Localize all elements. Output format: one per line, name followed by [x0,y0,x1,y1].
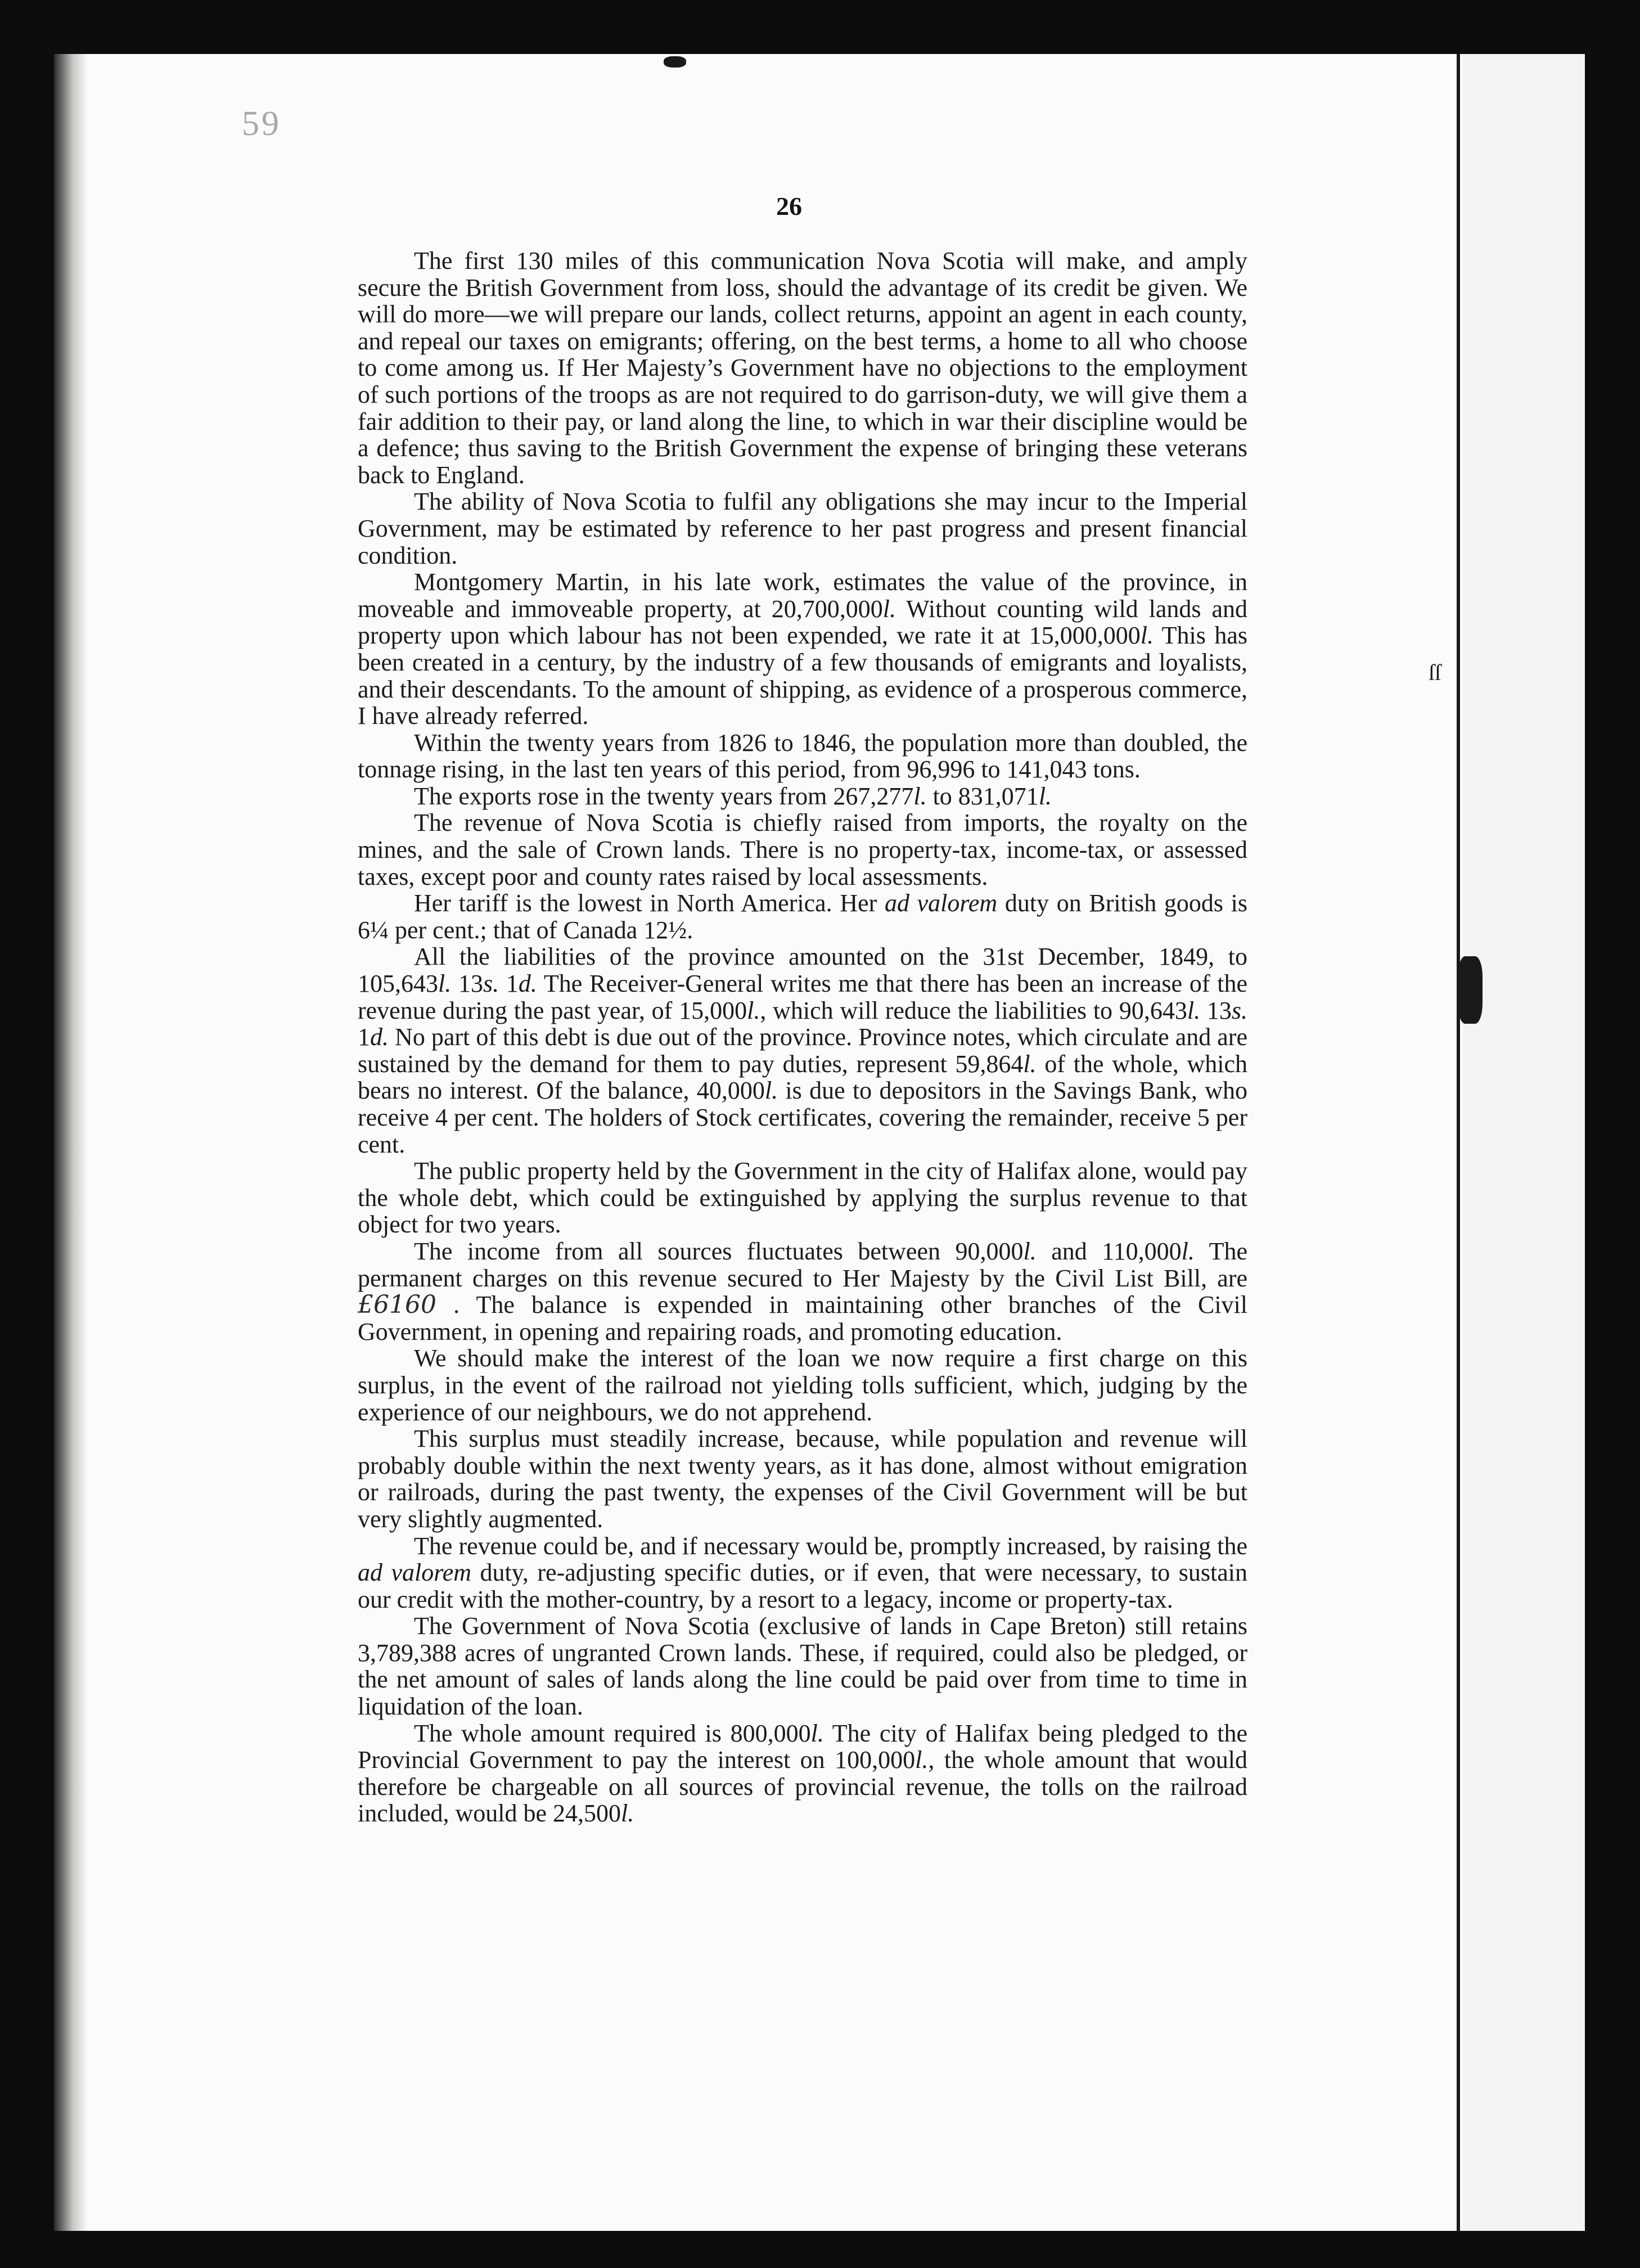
archive-stamp-number: 59 [242,105,281,143]
paragraph [358,248,1247,488]
text-run: The revenue could be, and if necessary would be, promptly increased, by raising the [414,1532,1247,1560]
italic-text: l. [810,1719,824,1747]
paragraph [358,783,1247,810]
text-run: This surplus must steadily increase, because, while population and revenue will probably double within the next twenty years, as it has done, almost without emigration or railroads, during the past twenty, the expenses of the Civil Government will be but very slightly augmented. [358,1425,1247,1533]
italic-text: d. [518,970,537,998]
text-run: of the whole, which bears no interest. Of the balance, 40,000 [358,1050,1247,1105]
text-run: The whole amount required is 800,000 [414,1719,811,1747]
paragraph [358,1533,1247,1613]
text-run: The income from all sources fluctuates between 90,000 [414,1237,1024,1265]
italic-text: ad valorem [884,889,998,917]
text-run: duty on British goods is 6¼ per cent.; that of Canada 12½. [358,889,1247,944]
text-run: Without counting wild lands and property upon which labour has not been expended, we rate it at 15,000,000 [358,595,1247,650]
paragraph [358,569,1247,730]
text-run: to 831,071 [926,782,1039,810]
paragraph [358,1613,1247,1720]
italic-text: l. [1023,1237,1037,1265]
text-run: All the liabilities of the province amounted on the 31st December, 1849, to 105,643 [358,943,1247,998]
body-text [358,248,1247,1827]
text-run: Montgomery Martin, in his late work, estimates the value of the province, in moveable and immoveable property, at 20,700,000 [358,568,1247,623]
binding-shadow [54,54,88,2231]
page-edge-line [1457,54,1460,2231]
italic-text: l. [913,782,927,810]
text-run: The Government of Nova Scotia (exclusive of lands in Cape Breton) still retains 3,789,388 acres of ungranted Crown lands. These, if required, could also be pledged, or the net amount of sales of lands along the line could be paid over from time to time in liquidation of the loan. [358,1612,1247,1721]
text-run: 1 [499,970,519,998]
handwritten-amount: £6160 [358,1290,436,1320]
text-run: Her tariff is the lowest in North America. Her [414,889,885,917]
paragraph [358,1238,1247,1345]
text-run: The revenue of Nova Scotia is chiefly raised from imports, the royalty on the mines, and the sale of Crown lands. There is no property-tax, income-tax, or assessed taxes, except poor and county rates raised by local assessments. [358,809,1247,890]
paragraph [358,1720,1247,1827]
italic-text: l. [1038,782,1052,810]
italic-text: l. [1181,1237,1195,1265]
ink-blot [1458,956,1483,1024]
paragraph [358,1425,1247,1532]
adjacent-page-margin [1463,54,1585,2231]
paragraph [358,488,1247,569]
text-run: The exports rose in the twenty years from 267,277 [414,782,914,810]
italic-text: l. [1140,622,1154,650]
text-run: This has been created in a century, by the industry of a few thousands of emigrants and loyalists, and their descendants. To the amount of shipping, as evidence of a prosperous commerce, I have already referred. [358,622,1247,730]
italic-text: l. [882,595,896,623]
text-run: duty, re-adjusting specific duties, or if even, that were necessary, to sustain our credit with the mother-country, by a resort to a legacy, income or property-tax. [358,1559,1247,1613]
paragraph [358,1158,1247,1238]
paragraph [358,943,1247,1158]
text-run: The public property held by the Government in the city of Halifax alone, would pay the whole debt, which could be extinguished by applying the surplus revenue to that object for two years. [358,1157,1247,1239]
text-run: 13 [1200,996,1232,1024]
text-run: The Receiver-General writes me that there has been an increase of the revenue during the past year, of 15,000 [358,970,1247,1024]
italic-text: l. [1023,1050,1037,1078]
italic-text: s. [483,970,499,998]
paragraph [358,1345,1247,1425]
italic-text: l. [621,1799,634,1828]
text-run: The ability of Nova Scotia to fulfil any obligations she may incur to the Imperial Government, may be estimated by reference to her past progress and present financial condition. [358,488,1247,569]
text-run: is due to depositors in the Savings Bank, who receive 4 per cent. The holders of Stock certificates, covering the remainder, receive 5 per cent. [358,1077,1247,1158]
text-run: The first 130 miles of this communication Nova Scotia will make, and amply secure the British Government from loss, should the advantage of its credit be given. We will do more—we will prepare our lands, collect returns, appoint an agent in each county, and repeal our taxes on emigrants; offering, on the best terms, a home to all who choose to come among us. If Her Majesty’s Government have no objections to the employment of such portions of the troops as are not required to do garrison-duty, we will give them a fair addition to their pay, or land along the line, to which in war their discipline would be a defence; thus saving to the British Government the expense of bringing these veterans back to England. [358,247,1247,489]
italic-text: d. [370,1023,389,1051]
page-number: 26 [776,192,802,220]
text-run: Within the twenty years from 1826 to 1846, the population more than doubled, the tonnage rising, in the last ten years of this period, from 96,996 to 141,043 tons. [358,728,1247,784]
text-run: 1 [358,1023,370,1051]
paragraph [358,890,1247,943]
text-run: . The balance is expended in maintaining other branches of the Civil Government, in opening and repairing roads, and promoting education. [358,1291,1247,1346]
text-run: The permanent charges on this revenue secured to Her Majesty by the Civil List Bill, are [358,1237,1247,1292]
italic-text: l. [438,970,452,998]
italic-text: l. [915,1746,929,1774]
italic-text: l. [1187,996,1201,1024]
paragraph [358,730,1247,783]
text-run: The city of Halifax being pledged to the Provincial Government to pay the interest on 100,000 [358,1719,1247,1774]
text-run: No part of this debt is due out of the province. Province notes, which circulate and are sustained by the demand for them to pay duties, represent 59,864 [358,1023,1247,1078]
italic-text: ad valorem [358,1559,472,1587]
italic-text: s. [1231,996,1247,1024]
text-run: , which will reduce the liabilities to 90,643 [760,996,1187,1024]
italic-text: l. [747,996,760,1024]
text-run: , the whole amount that would therefore be chargeable on all sources of provincial revenue, the tolls on the railroad included, would be 24,500 [358,1746,1247,1828]
ink-blot [664,56,686,68]
margin-fragment: ſſ [1429,660,1441,685]
text-run: 13 [451,970,483,998]
text-run: and 110,000 [1036,1237,1182,1265]
text-run: We should make the interest of the loan we now require a first charge on this surplus, in the event of the railroad not yielding tolls sufficient, which, judging by the experience of our neighbours, we do not apprehend. [358,1344,1247,1426]
paragraph [358,809,1247,890]
italic-text: l. [764,1077,778,1105]
